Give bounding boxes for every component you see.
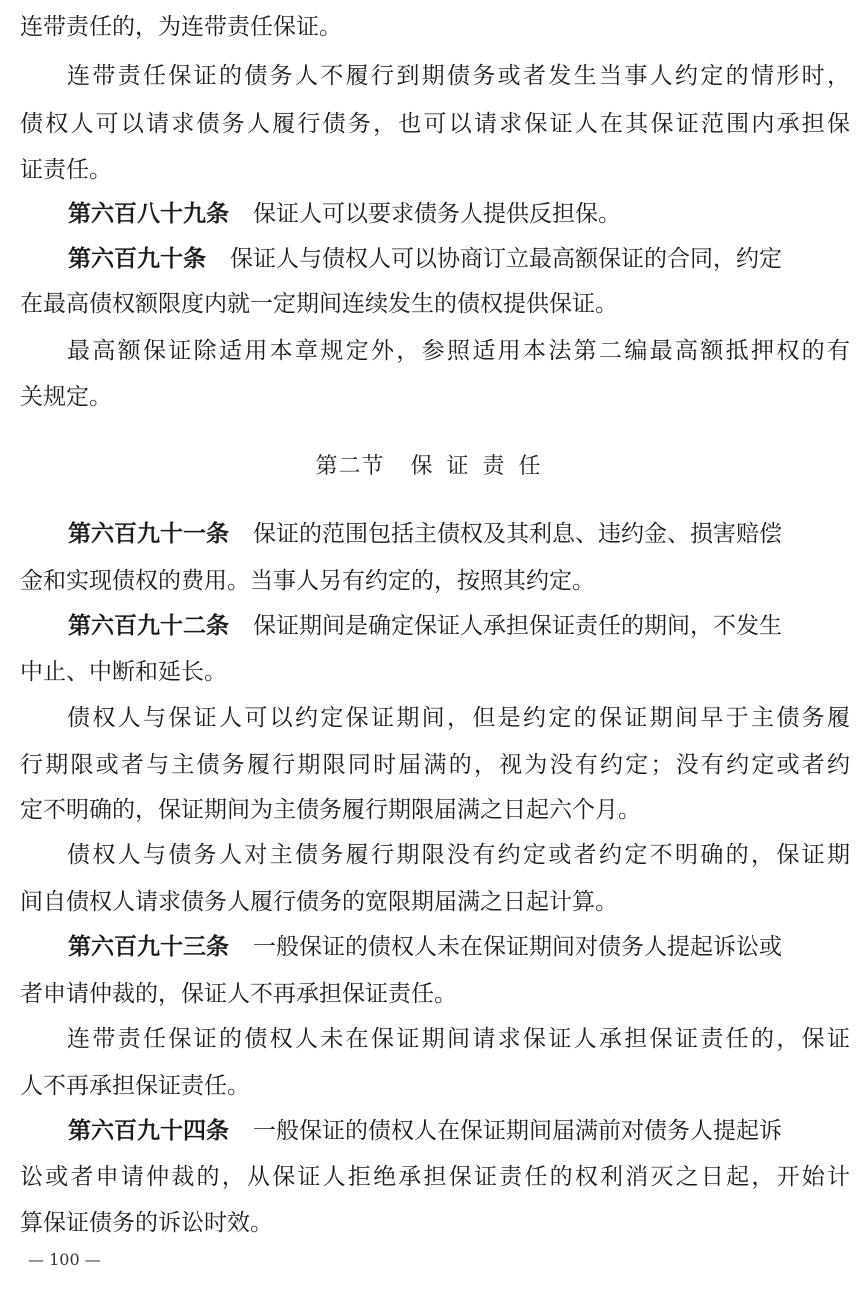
article-text: 保证期间是确定保证人承担保证责任的期间，不发生 [253, 613, 782, 639]
text-line: 关规定。 [20, 384, 112, 410]
article-number: 第六百九十四条 [68, 1118, 229, 1144]
text-line: 在最高债权额限度内就一定期间连续发生的债权提供保证。 [20, 291, 618, 317]
text-line: 连带责任保证的债权人未在保证期间请求保证人承担保证责任的，保证 [67, 1026, 850, 1052]
article-text: 一般保证的债权人未在保证期间对债务人提起诉讼或 [253, 934, 782, 960]
text-line: 人不再承担保证责任。 [20, 1073, 250, 1099]
article-text: 保证人可以要求债务人提供反担保。 [253, 201, 621, 227]
article-690 [68, 244, 850, 274]
article-text: 保证人与债权人可以协商订立最高额保证的合同，约定 [230, 246, 782, 272]
page-number: — 100 — [28, 1250, 101, 1269]
text-line: 债权人与保证人可以约定保证期间，但是约定的保证期间早于主债务履 [67, 705, 850, 731]
article-693 [68, 932, 782, 962]
section-heading [20, 452, 850, 482]
text-line: 中止、中断和延长。 [20, 659, 227, 685]
article-text: 保证的范围包括主债权及其利息、违约金、损害赔偿 [253, 521, 782, 547]
text-line: 算保证债务的诉讼时效。 [20, 1210, 273, 1236]
article-694 [68, 1116, 782, 1146]
text-line: 债权人可以请求债务人履行债务，也可以请求保证人在其保证范围内承担保 [20, 111, 850, 137]
article-689 [68, 199, 621, 229]
article-number: 第六百九十二条 [68, 613, 229, 639]
article-text: 一般保证的债权人在保证期间届满前对债务人提起诉 [253, 1118, 782, 1144]
article-number: 第六百八十九条 [68, 201, 229, 227]
article-number: 第六百九十条 [68, 246, 206, 272]
text-line: 定不明确的，保证期间为主债务履行期限届满之日起六个月。 [20, 797, 641, 823]
section-number: 第二节 [315, 454, 385, 479]
text-line: 连带责任的，为连带责任保证。 [20, 14, 342, 40]
article-691 [68, 519, 782, 549]
text-line: 间自债权人请求债务人履行债务的宽限期届满之日起计算。 [20, 889, 618, 915]
section-title: 保证责任 [410, 454, 555, 479]
article-number: 第六百九十三条 [68, 934, 229, 960]
text-line: 金和实现债权的费用。当事人另有约定的，按照其约定。 [20, 568, 595, 594]
article-692 [68, 611, 782, 641]
text-line: 行期限或者与主债务履行期限同时届满的，视为没有约定；没有约定或者约 [20, 752, 850, 778]
text-line: 连带责任保证的债务人不履行到期债务或者发生当事人约定的情形时， [67, 63, 850, 89]
text-line: 者申请仲裁的，保证人不再承担保证责任。 [20, 981, 457, 1007]
text-line: 证责任。 [20, 157, 112, 183]
article-number: 第六百九十一条 [68, 521, 229, 547]
text-line: 债权人与债务人对主债务履行期限没有约定或者约定不明确的，保证期 [67, 842, 850, 868]
text-line: 最高额保证除适用本章规定外，参照适用本法第二编最高额抵押权的有 [67, 338, 850, 364]
text-line: 讼或者申请仲裁的，从保证人拒绝承担保证责任的权利消灭之日起，开始计 [20, 1164, 850, 1190]
